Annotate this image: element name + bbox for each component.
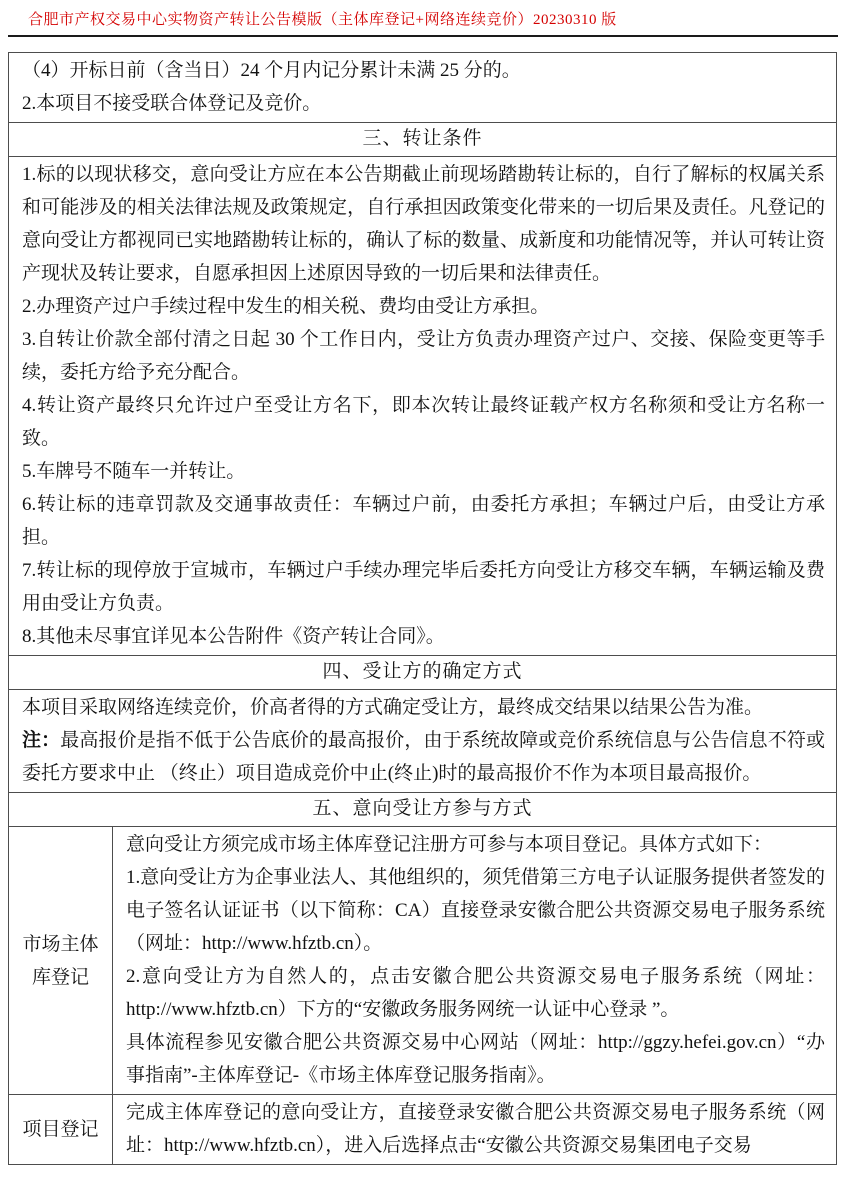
section5-heading-row [9,793,837,827]
section3-item: 1.标的以现状移交，意向受让方应在本公告期截止前现场踏勘转让标的，自行了解标的权属关系和可能涉及的相关法律法规及政策规定，自行承担因政策变化带来的一切后果及责任。凡登记的意向受让方都视同已实地踏勘转让标的，确认了标的数量、成新度和功能情况等，并认可转让资产现状及转让要求，自愿承担因上述原因导致的一切后果和法律责任。 [22,164,825,284]
market-registration-cell [113,827,837,1095]
section3-item: 8.其他未尽事宜详见本公告附件《资产转让合同》。 [22,626,445,647]
section4-cell [9,690,837,793]
market-registration-paragraph: 具体流程参见安徽合肥公共资源交易中心网站（网址：http://ggzy.hefei.gov.cn）“办事指南”-主体库登记-《市场主体库登记服务指南》。 [126,1032,825,1086]
project-registration-cell [113,1095,837,1165]
doc-title: 合肥市产权交易中心实物资产转让公告模版（主体库登记+网络连续竞价）20230310 版 [28,12,617,28]
section3-body-row [9,157,837,656]
intro-cell [9,53,837,123]
section4-paragraph: 本项目采取网络连续竞价，价高者得的方式确定受让方，最终成交结果以结果公告为准。 [22,697,764,718]
market-registration-paragraph: 意向受让方须完成市场主体库登记注册方可参与本项目登记。具体方式如下： [126,834,773,855]
project-registration-row [9,1095,837,1165]
intro-row [9,53,837,123]
section3-heading: 三、转让条件 [9,123,837,157]
section3-item: 2.办理资产过户手续过程中发生的相关税、费均由受让方承担。 [22,296,550,317]
section4-note [22,724,825,790]
section3-item: 4.转让资产最终只允许过户至受让方名下，即本次转让最终证载产权方名称须和受让方名称一致。 [22,395,825,449]
project-registration-paragraph: 完成主体库登记的意向受让方，直接登录安徽合肥公共资源交易电子服务系统（网址：http://www.hfztb.cn），进入后选择点击“安徽公共资源交易集团电子交易 [126,1102,825,1156]
doc-header [8,0,838,37]
note-label: 注： [22,730,61,751]
section4-heading: 四、受让方的确定方式 [9,656,837,690]
section3-cell [9,157,837,656]
section3-item: 7.转让标的现停放于宣城市，车辆过户手续办理完毕后委托方向受让方移交车辆，车辆运输及费用由受让方负责。 [22,560,825,614]
section4-heading-row [9,656,837,690]
market-registration-label: 市场主体库登记 [9,827,113,1095]
market-registration-paragraph: 1.意向受让方为企事业法人、其他组织的，须凭借第三方电子认证服务提供者签发的电子签名认证证书（以下简称：CA）直接登录安徽合肥公共资源交易电子服务系统（网址：http://www.hfztb.cn）。 [126,867,825,954]
section5-heading: 五、意向受让方参与方式 [9,793,837,827]
intro-line: 2.本项目不接受联合体登记及竞价。 [22,93,322,114]
section4-body-row [9,690,837,793]
market-registration-paragraph: 2.意向受让方为自然人的，点击安徽合肥公共资源交易电子服务系统（网址：http://www.hfztb.cn）下方的“安徽政务服务网统一认证中心登录 ”。 [126,966,825,1020]
market-registration-row [9,827,837,1095]
section3-item: 3.自转让价款全部付清之日起 30 个工作日内，受让方负责办理资产过户、交接、保险变更等手续，委托方给予充分配合。 [22,329,825,383]
intro-line: （4）开标日前（含当日）24 个月内记分累计未满 25 分的。 [22,60,521,81]
project-registration-label: 项目登记 [9,1095,113,1165]
note-text: 最高报价是指不低于公告底价的最高报价，由于系统故障或竞价系统信息与公告信息不符或委托方要求中止 （终止）项目造成竞价中止(终止)时的最高报价不作为本项目最高报价。 [22,730,825,784]
section3-item: 6.转让标的违章罚款及交通事故责任：车辆过户前，由委托方承担；车辆过户后，由受让方承担。 [22,494,825,548]
section3-heading-row [9,123,837,157]
section3-item: 5.车牌号不随车一并转让。 [22,461,246,482]
announcement-table [8,52,837,1165]
